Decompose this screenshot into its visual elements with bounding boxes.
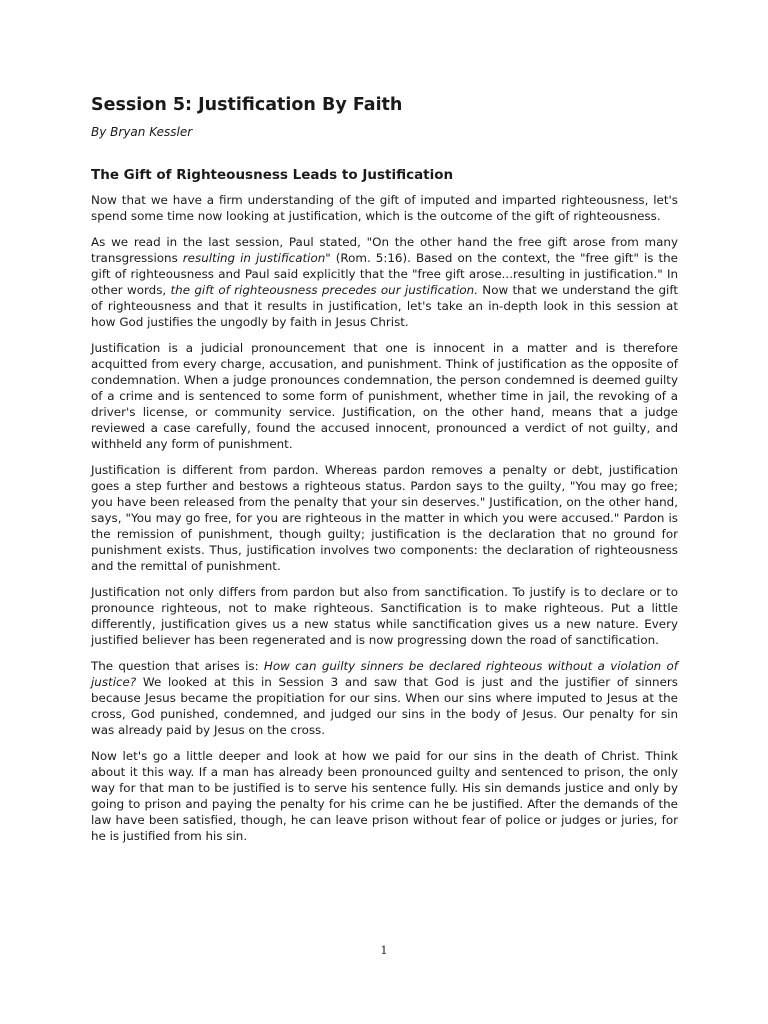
emphasis-text: How can guilty sinners be declared righteous without a violation of justice? — [91, 659, 678, 689]
page-number: 1 — [380, 944, 388, 957]
paragraph — [91, 235, 678, 330]
page-title: Session 5: Justification By Faith — [91, 95, 403, 115]
paragraph-text: Justification is different from pardon. Whereas pardon removes a penalty or debt, justification goes a step further and bestows a righteous status. Pardon says to the guilty, "You may go free; you have been released from the penalty that your sin deserves." Justification, on the other hand, says, "You may go free, for you are righteous in the matter in which you were accused." Pardon is the remission of punishment, though guilty; justification is the declaration that no ground for punishment exists. Thus, justification involves two components: the declaration of righteousness and the remittal of punishment. — [91, 463, 678, 573]
paragraph — [91, 341, 678, 452]
paragraph — [91, 659, 678, 739]
paragraph-text: " (Rom. 5:16). Based on the context, the "free gift" is the gift of righteousness and Paul said explicitly that the "free gift arose...resulting in justification." In other words, — [91, 251, 678, 298]
emphasis-text: the gift of righteousness precedes our justification. — [170, 283, 478, 298]
section-heading: The Gift of Righteousness Leads to Justification — [91, 167, 454, 183]
paragraph — [91, 585, 678, 649]
paragraph — [91, 463, 678, 574]
paragraph-text: Now let's go a little deeper and look at how we paid for our sins in the death of Christ. Think about it this way. If a man has already been pronounced guilty and sentenced to prison, the only way for that man to be justified is to serve his sentence fully. His sin demands justice and only by going to prison and paying the penalty for his crime can he be justified. After the demands of the law have been satisfied, though, he can leave prison without fear of police or judges or juries, for he is justified from his sin. — [91, 749, 678, 843]
paragraph — [91, 749, 678, 844]
paragraph-text: The question that arises is: — [91, 659, 264, 674]
paragraph-text: Now that we have a firm understanding of the gift of imputed and imparted righteousness, let's spend some time now looking at justification, which is the outcome of the gift of righteousness. — [91, 193, 678, 223]
author-byline: By Bryan Kessler — [91, 125, 193, 139]
paragraph-text: Justification not only differs from pardon but also from sanctification. To justify is to declare or to pronounce righteous, not to make righteous. Sanctification is to make righteous. Put a little differently, justification gives us a new status while sanctification gives us a new nature. Every justified believer has been regenerated and is now progressing down the road of sanctification. — [91, 584, 678, 647]
paragraph-text: Justification is a judicial pronouncement that one is innocent in a matter and is therefore acquitted from every charge, accusation, and punishment. Think of justification as the opposite of condemnation. When a judge pronounces condemnation, the person condemned is deemed guilty of a crime and is sentenced to some form of punishment, whether time in jail, the revoking of a driver's license, or community service. Justification, on the other hand, means that a judge reviewed a case carefully, found the accused innocent, pronounced a verdict of not guilty, and withheld any form of punishment. — [91, 341, 678, 451]
paragraph-text: We looked at this in Session 3 and saw that God is just and the justifier of sinners because Jesus became the propitiation for our sins. When our sins where imputed to Jesus at the cross, God punished, condemned, and judged our sins in the body of Jesus. Our penalty for sin was already paid by Jesus on the cross. — [91, 674, 678, 737]
paragraph-text: As we read in the last session, Paul stated, "On the other hand the free gift arose from many transgressions — [91, 235, 678, 266]
body-text — [91, 193, 678, 845]
paragraph-text: Now that we understand the gift of righteousness and that it results in justification, let's take an in-depth look in this session at how God justifies the ungodly by faith in Jesus Christ. — [91, 283, 678, 329]
paragraph — [91, 193, 678, 225]
emphasis-text: resulting in justification — [182, 251, 326, 266]
